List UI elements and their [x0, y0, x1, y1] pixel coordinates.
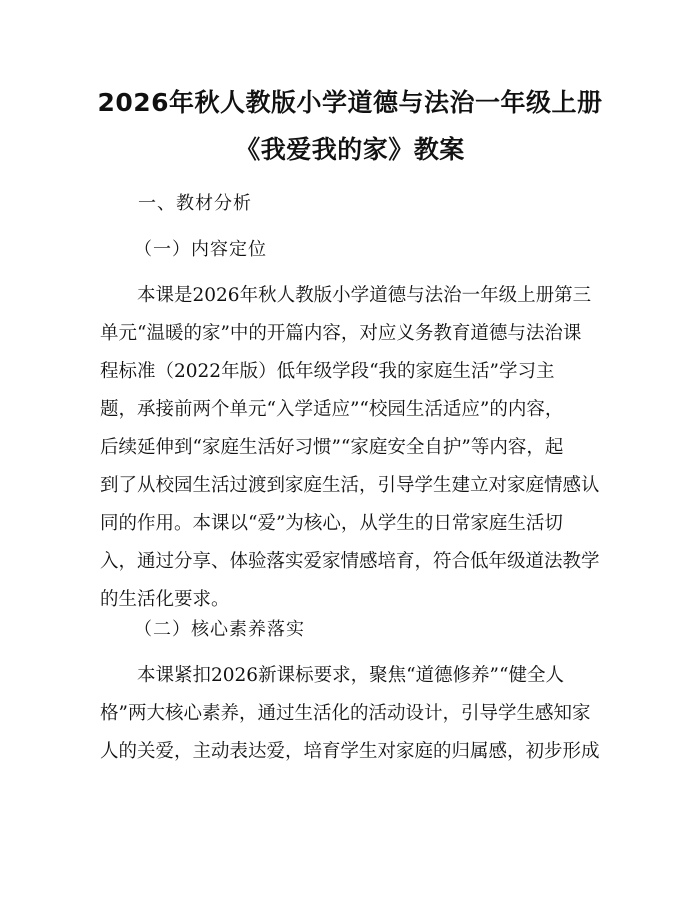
subsection-heading-content-positioning: （一）内容定位 — [134, 239, 267, 260]
document-title-line-1: 2026年秋人教版小学道德与法治一年级上册 — [97, 88, 603, 117]
paragraph-line: 题，承接前两个单元“入学适应”“校园生活适应”的内容， — [100, 399, 564, 420]
paragraph-line: 到了从校园生活过渡到家庭生活，引导学生建立对家庭情感认 — [100, 475, 600, 496]
paragraph-line: 入，通过分享、体验落实爱家情感培育，符合低年级道法教学 — [100, 551, 600, 572]
paragraph-line: 格”两大核心素养，通过生活化的活动设计，引导学生感知家 — [100, 703, 591, 724]
paragraph-line: 同的作用。本课以“爱”为核心，从学生的日常家庭生活切 — [100, 513, 563, 534]
paragraph-line: 本课紧扣2026新课标要求，聚焦“道德修养”“健全人 — [100, 665, 564, 686]
paragraph-line: 后续延伸到“家庭生活好习惯”“家庭安全自护”等内容，起 — [100, 437, 564, 458]
subsection-heading-core-competencies: （二）核心素养落实 — [134, 619, 305, 640]
paragraph-line: 单元“温暖的家”中的开篇内容，对应义务教育道德与法治课 — [100, 323, 582, 344]
paragraph-line: 程标准（2022年版）低年级学段“我的家庭生活”学习主 — [100, 361, 555, 382]
paragraph-content-positioning — [100, 277, 610, 619]
section-heading-textbook-analysis: 一、教材分析 — [138, 193, 252, 214]
document-title-line-2: 《我爱我的家》教案 — [235, 135, 465, 164]
paragraph-line: 人的关爱，主动表达爱，培育学生对家庭的归属感，初步形成 — [100, 741, 600, 762]
paragraph-line: 本课是2026年秋人教版小学道德与法治一年级上册第三 — [100, 285, 592, 306]
paragraph-line: 的生活化要求。 — [100, 589, 230, 610]
paragraph-core-competencies — [100, 657, 610, 771]
